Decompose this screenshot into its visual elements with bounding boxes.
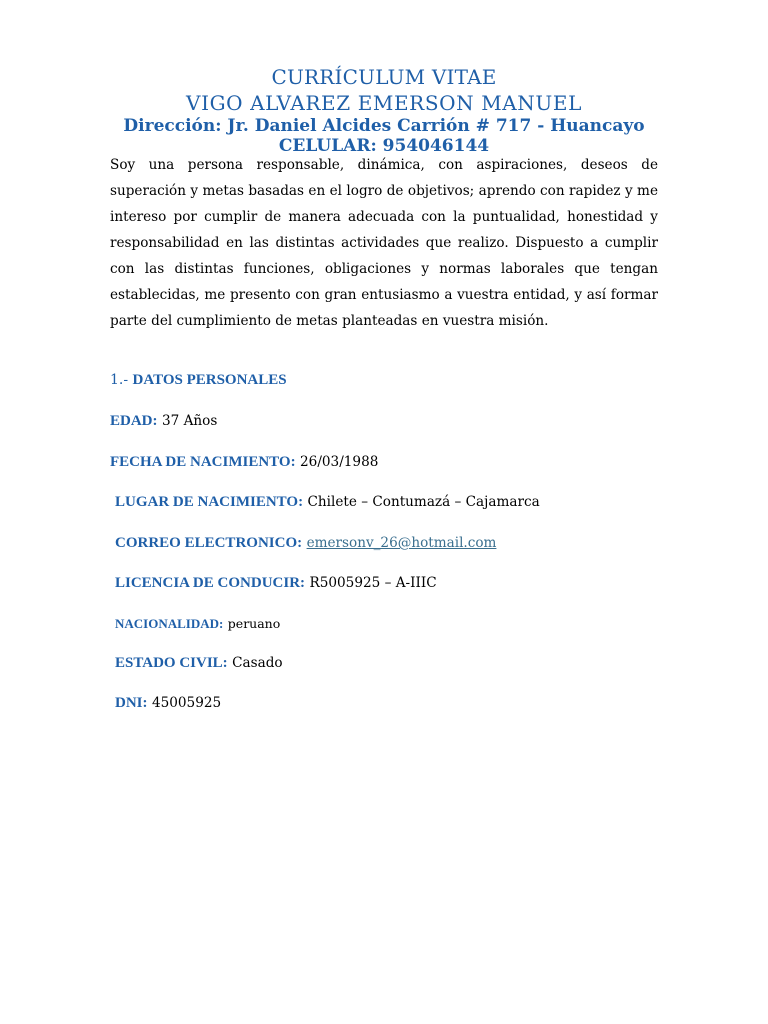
cv-address: Dirección: Jr. Daniel Alcides Carrión # 717 - Huancayo xyxy=(123,116,645,136)
cv-phone: CELULAR: 954046144 xyxy=(278,136,490,156)
field-label: FECHA DE NACIMIENTO: xyxy=(110,454,296,470)
field-fecha-nacimiento xyxy=(110,454,378,471)
field-value: 26/03/1988 xyxy=(300,454,379,470)
field-value: R5005925 – A-IIIC xyxy=(309,575,437,591)
field-label: EDAD: xyxy=(110,413,158,429)
cv-title: CURRÍCULUM VITAE xyxy=(271,65,497,89)
field-label: LICENCIA DE CONDUCIR: xyxy=(115,575,306,591)
email-link[interactable]: emersonv_26@hotmail.com xyxy=(306,535,497,551)
field-edad xyxy=(110,413,217,430)
field-value: peruano xyxy=(227,616,281,631)
field-value: Chilete – Contumazá – Cajamarca xyxy=(307,494,540,510)
cv-header xyxy=(0,64,768,156)
field-label: CORREO ELECTRONICO: xyxy=(115,535,303,551)
section-number: 1.- xyxy=(110,372,129,388)
field-correo xyxy=(115,535,496,552)
field-label: LUGAR DE NACIMIENTO: xyxy=(115,494,304,510)
intro-paragraph: Soy una persona responsable, dinámica, con aspiraciones, deseos de superación y metas basadas en el logro de objetivos; aprendo con rapidez y me intereso por cumplir de manera adecuada con la puntualidad, honestidad y responsabilidad en las distintas actividades que realizo. Dispuesto a cumplir con las distintas funciones, obligaciones y normas laborales que tengan establecidas, me presento con gran entusiasmo a vuestra entidad, y así formar parte del cumplimiento de metas planteadas en vuestra misión. xyxy=(110,157,658,329)
field-value: 45005925 xyxy=(151,695,222,711)
cv-name: VIGO ALVAREZ EMERSON MANUEL xyxy=(186,91,582,115)
field-estado-civil xyxy=(115,655,283,672)
field-label: NACIONALIDAD: xyxy=(115,616,224,631)
field-value: Casado xyxy=(232,655,283,671)
field-licencia xyxy=(115,575,437,592)
field-label: ESTADO CIVIL: xyxy=(115,655,228,671)
section-datos-personales xyxy=(110,372,287,389)
field-label: DNI: xyxy=(115,695,148,711)
field-value: 37 Años xyxy=(161,413,218,429)
section-heading: DATOS PERSONALES xyxy=(132,372,287,388)
field-lugar-nacimiento xyxy=(115,494,540,511)
field-nacionalidad xyxy=(115,616,280,632)
field-dni xyxy=(115,695,221,712)
